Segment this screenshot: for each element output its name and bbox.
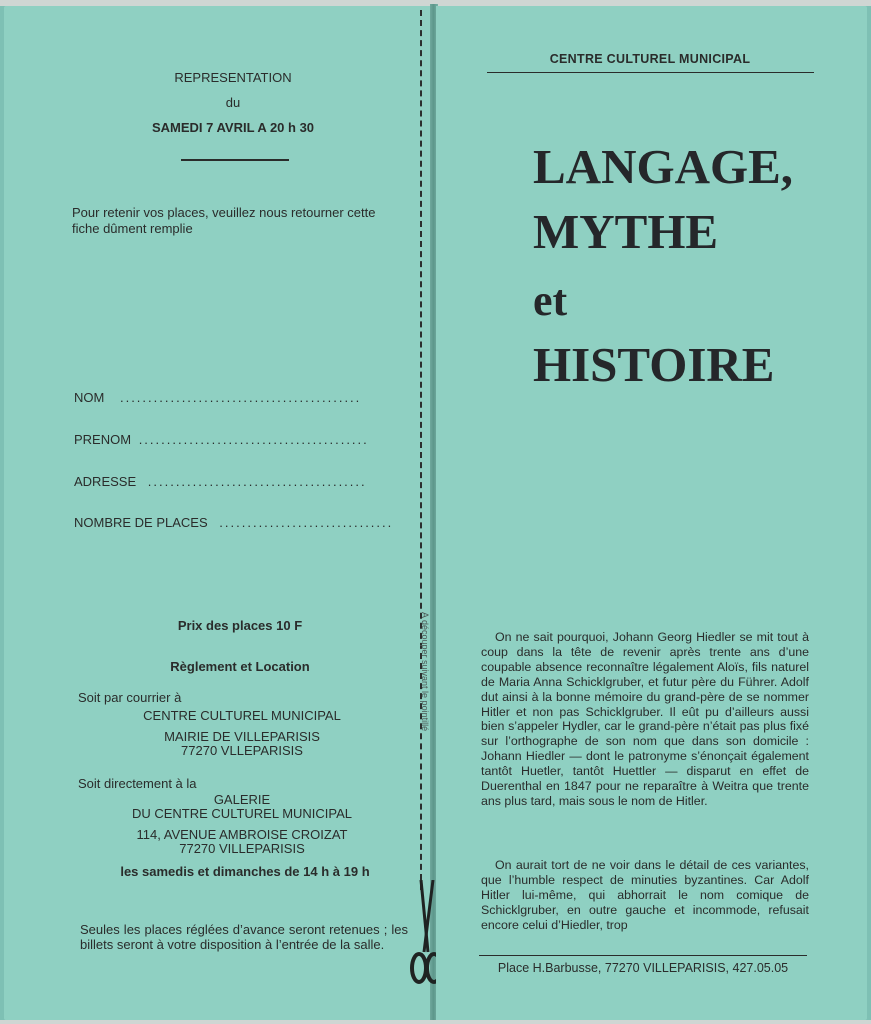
ticket-collection-note: Seules les places réglées d’avance seront retenues ; les billets seront à votre disposition à l’entrée de la salle. [80,922,408,952]
mail-address-block [100,709,384,758]
address-line: DU CENTRE CULTUREL MUNICIPAL [131,806,353,821]
address-line: GALERIE [213,792,271,807]
body-paragraph-1: On ne sait pourquoi, Johann Georg Hiedler se mit tout à coup dans la tête de revenir après trente ans d’une coupable absence reconnaître légalement Aloïs, fils naturel de Maria Anna Schicklgruber, et futur père du Führer. Adolf dut ainsi à la bonne mémoire du grand-père de se nommer Hitler et non pas Schicklgruber. Il eût pu d’ailleurs aussi bien s’appeler Hydler, car le grand-père n’était pas plus fixé sur l’orthographe de son nom que dans son domicile : Johann Hiedler — dont le patronyme s’énonçait également tantôt Huetler, tantôt Huettler — disparut en effet de Duerenthal en 1847 pour ne reparaître à Weitra que trente ans plus tard, mais sous le nom de Hitler. [481,630,809,808]
field-nom[interactable] [74,390,361,405]
address-line: CENTRE CULTUREL MUNICIPAL [143,708,341,723]
field-label: PRENOM [74,432,132,447]
by-mail-label: Soit par courrier à [78,690,182,705]
field-nombre-de-places[interactable] [74,515,393,530]
title-line-et: et [533,276,568,325]
title-line-mythe: MYTHE [533,204,719,259]
cut-instruction: A découper suivant le pointillé [420,612,430,732]
field-prenom[interactable] [74,432,369,447]
field-label: ADRESSE [74,474,137,489]
reservation-instructions: Pour retenir vos places, veuillez nous retourner cette fiche dûment remplie [72,205,376,236]
field-dots: ......................................... [138,432,369,447]
address-line: 77270 VILLEPARISIS [179,841,305,856]
footer-rule [479,955,807,956]
title-line-langage: LANGAGE, [533,139,794,194]
representation-heading: REPRESENTATION [174,70,292,85]
title-line-histoire: HISTOIRE [533,337,775,392]
gallery-address-block [100,793,384,856]
field-dots: ....................................... [147,474,367,489]
address-line: MAIRIE DE VILLEPARISIS [164,729,320,744]
in-person-label: Soit directement à la [78,776,197,791]
opening-hours: les samedis et dimanches de 14 h à 19 h [120,864,370,879]
ticket-price: Prix des places 10 F [177,618,303,633]
field-dots: ............................... [219,515,394,530]
field-adresse[interactable] [74,474,367,489]
field-label: NOMBRE DE PLACES [74,515,208,530]
dashed-cut-line [420,10,426,890]
performance-date: SAMEDI 7 AVRIL A 20 h 30 [151,120,315,135]
header-organisation: CENTRE CULTUREL MUNICIPAL [549,52,751,66]
payment-heading: Règlement et Location [170,659,310,674]
body-paragraph-2: On aurait tort de ne voir dans le détail de ces variantes, que l’humble respect de minuties byzantines. Car Adolf Hitler lui-même, qui abhorrait le nom comique de Schicklgruber, en outre gauche et incommode, refusait encore celui d’Hiedler, trop [481,858,809,932]
field-dots: ........................................... [119,390,362,405]
address-line: 77270 VLLEPARISIS [181,743,303,758]
scan-bottom-edge [0,1020,871,1024]
footer-address: Place H.Barbusse, 77270 VILLEPARISIS, 427.05.05 [497,961,789,975]
date-underline-divider [181,159,289,161]
header-rule [487,72,814,73]
field-label: NOM [74,390,105,405]
address-line: 114, AVENUE AMBROISE CROIZAT [136,827,348,842]
du-label: du [225,95,241,110]
